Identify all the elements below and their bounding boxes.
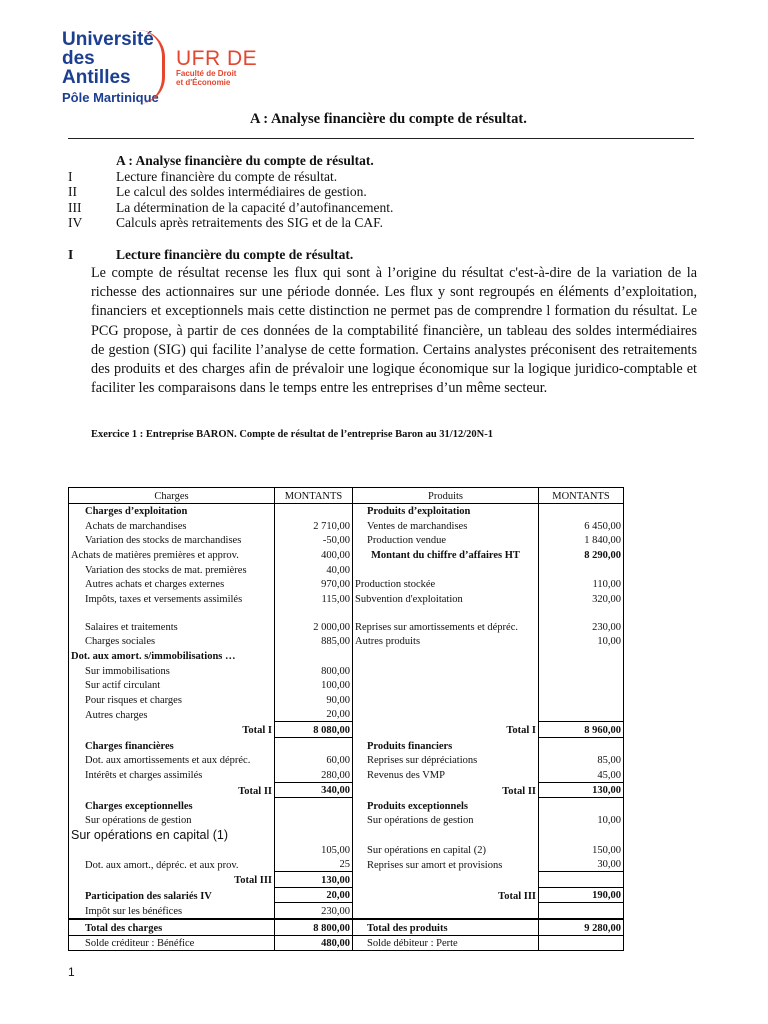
cell: 970,00 <box>275 577 353 592</box>
cell: 2 000,00 <box>275 606 353 634</box>
cell: 9 280,00 <box>539 919 624 935</box>
table-row <box>69 591 624 606</box>
col-header: MONTANTS <box>275 488 353 504</box>
toc-text: Le calcul des soldes intermédiaires de gestion. <box>116 184 367 199</box>
section-title: Lecture financière du compte de résultat. <box>116 247 354 262</box>
cell: 480,00 <box>275 935 353 951</box>
cell: Variation des stocks de mat. premières <box>69 562 275 577</box>
cell: Total II <box>353 782 539 798</box>
cell <box>353 692 539 707</box>
logo-line-2: des Antilles <box>62 48 131 88</box>
cell: 8 290,00 <box>539 547 624 562</box>
cell <box>539 707 624 722</box>
cell: 280,00 <box>275 767 353 782</box>
table-row <box>69 827 624 842</box>
cell <box>69 842 275 857</box>
cell: Montant du chiffre d’affaires HT <box>353 547 539 562</box>
cell: 45,00 <box>539 767 624 782</box>
toc-text: Calculs après retraitements des SIG et de la CAF. <box>116 215 383 230</box>
ufr-sub-2: et d'Économie <box>176 78 231 87</box>
cell: Sur opérations en capital (1) <box>69 827 275 842</box>
cell <box>275 648 353 663</box>
cell: Charges exceptionnelles <box>69 798 275 813</box>
table-row <box>69 503 624 518</box>
cell: Solde créditeur : Bénéfice <box>69 935 275 951</box>
cell: 115,00 <box>275 591 353 606</box>
cell <box>275 798 353 813</box>
cell: Impôt sur les bénéfices <box>69 903 275 919</box>
cell: 885,00 <box>275 634 353 649</box>
cell <box>539 663 624 678</box>
table-header <box>69 488 624 504</box>
cell: 10,00 <box>539 634 624 649</box>
cell: 100,00 <box>275 678 353 693</box>
table-row <box>69 518 624 533</box>
cell: 60,00 <box>275 753 353 768</box>
cell <box>353 663 539 678</box>
table-row <box>69 577 624 592</box>
cell: Solde débiteur : Perte <box>353 935 539 951</box>
table-row <box>69 707 624 722</box>
cell <box>275 737 353 752</box>
cell: Autres produits <box>353 634 539 649</box>
cell: Production vendue <box>353 533 539 548</box>
section-number: I <box>68 247 74 262</box>
toc-item <box>68 184 393 200</box>
toc-text: La détermination de la capacité d’autofinancement. <box>116 199 394 215</box>
cell: Dot. aux amort. s/immobilisations … <box>69 648 275 663</box>
cell <box>353 562 539 577</box>
table-row <box>69 562 624 577</box>
toc-num: III <box>68 199 82 215</box>
table-row <box>69 903 624 919</box>
table-row <box>69 753 624 768</box>
cell <box>275 503 353 518</box>
cell: 320,00 <box>539 591 624 606</box>
cell: Charges sociales <box>69 634 275 649</box>
table-row <box>69 648 624 663</box>
cell: Achats de marchandises <box>69 518 275 533</box>
table-row <box>69 533 624 548</box>
cell <box>275 813 353 828</box>
cell: 150,00 <box>539 842 624 857</box>
section-heading <box>68 247 353 263</box>
cell: Total III <box>69 872 275 888</box>
cell <box>539 935 624 951</box>
cell <box>539 562 624 577</box>
ufr-logo <box>176 48 257 87</box>
cell: 20,00 <box>275 887 353 903</box>
cell: Total II <box>69 782 275 798</box>
cell: 10,00 <box>539 813 624 828</box>
ufr-sub-1: Faculté de Droit <box>176 69 237 78</box>
header-divider <box>68 138 694 139</box>
table-row <box>69 547 624 562</box>
toc-heading: A : Analyse financière du compte de résultat. <box>116 153 374 168</box>
grand-total-row <box>69 919 624 935</box>
cell: Total I <box>69 722 275 738</box>
balance-row <box>69 935 624 951</box>
cell: Autres achats et charges externes <box>69 577 275 592</box>
cell: Pour risques et charges <box>69 692 275 707</box>
ufr-title: UFR DE <box>176 47 258 70</box>
toc-text: Lecture financière du compte de résultat. <box>116 168 338 184</box>
cell: Reprises sur amortissements et dépréc. <box>353 606 539 634</box>
cell: Revenus des VMP <box>353 767 539 782</box>
table-row <box>69 634 624 649</box>
cell: Intérêts et charges assimilés <box>69 767 275 782</box>
cell: Total I <box>353 722 539 738</box>
toc-item <box>68 215 393 231</box>
cell: Dot. aux amort., dépréc. et aux prov. <box>69 857 275 872</box>
cell: Sur opérations en capital (2) <box>353 842 539 857</box>
table-row <box>69 678 624 693</box>
cell <box>353 903 539 919</box>
col-header: Produits <box>353 488 539 504</box>
cell: Salaires et traitements <box>69 606 275 634</box>
cell: 230,00 <box>539 606 624 634</box>
table-row <box>69 813 624 828</box>
cell: 8 800,00 <box>275 919 353 935</box>
table-row <box>69 606 624 634</box>
table-of-contents <box>68 153 393 231</box>
total-row <box>69 872 624 888</box>
page-title: A : Analyse financière du compte de résultat. <box>250 111 527 127</box>
cell <box>539 692 624 707</box>
col-header: Charges <box>69 488 275 504</box>
cell: 40,00 <box>275 562 353 577</box>
cell: Total III <box>353 887 539 903</box>
cell: Impôts, taxes et versements assimilés <box>69 591 275 606</box>
cell: 20,00 <box>275 707 353 722</box>
table-row <box>69 767 624 782</box>
cell: Sur immobilisations <box>69 663 275 678</box>
cell: 130,00 <box>539 782 624 798</box>
cell: 8 960,00 <box>539 722 624 738</box>
logo-line-3: Pôle Martinique <box>62 90 159 105</box>
cell: 190,00 <box>539 887 624 903</box>
cell: 105,00 <box>275 842 353 857</box>
cell: Ventes de marchandises <box>353 518 539 533</box>
cell: 25 <box>275 857 353 872</box>
cell: 230,00 <box>275 903 353 919</box>
cell: -50,00 <box>275 533 353 548</box>
col-header: MONTANTS <box>539 488 624 504</box>
cell: 1 840,00 <box>539 533 624 548</box>
total-row <box>69 782 624 798</box>
cell: Achats de matières premières et approv. <box>69 547 275 562</box>
table-row <box>69 798 624 813</box>
cell: Dot. aux amortissements et aux dépréc. <box>69 753 275 768</box>
cell: Produits d’exploitation <box>353 503 539 518</box>
cell: Sur opérations de gestion <box>353 813 539 828</box>
toc-num: IV <box>68 215 83 230</box>
cell: Reprises sur dépréciations <box>353 753 539 768</box>
cell <box>539 737 624 752</box>
exercise-title: Exercice 1 : Entreprise BARON. Compte de résultat de l’entreprise Baron au 31/12/20N-1 <box>91 429 493 440</box>
toc-item <box>68 169 393 185</box>
toc-num: II <box>68 184 77 199</box>
table-row <box>69 663 624 678</box>
cell <box>353 872 539 888</box>
cell <box>353 827 539 842</box>
cell <box>353 678 539 693</box>
cell: 8 080,00 <box>275 722 353 738</box>
cell: Autres charges <box>69 707 275 722</box>
cell: Produits exceptionnels <box>353 798 539 813</box>
cell: Variation des stocks de marchandises <box>69 533 275 548</box>
cell: 400,00 <box>275 547 353 562</box>
cell: 800,00 <box>275 663 353 678</box>
cell: 2 710,00 <box>275 518 353 533</box>
logo-line-1: Université <box>62 29 154 50</box>
cell <box>275 827 353 842</box>
cell: Charges d’exploitation <box>69 503 275 518</box>
toc-num: I <box>68 168 73 184</box>
cell <box>539 678 624 693</box>
section-paragraph <box>91 264 697 398</box>
cell: Sur actif circulant <box>69 678 275 693</box>
cell <box>539 648 624 663</box>
cell <box>353 707 539 722</box>
toc-item <box>68 200 393 216</box>
table-row <box>69 692 624 707</box>
table-row <box>69 857 624 872</box>
cell: Produits financiers <box>353 737 539 752</box>
cell: Total des charges <box>69 919 275 935</box>
cell: 85,00 <box>539 753 624 768</box>
table-row <box>69 842 624 857</box>
table-row <box>69 737 624 752</box>
cell: 30,00 <box>539 857 624 872</box>
cell <box>539 798 624 813</box>
cell <box>539 503 624 518</box>
cell: Subvention d'exploitation <box>353 591 539 606</box>
cell: 110,00 <box>539 577 624 592</box>
paragraph-text: Le compte de résultat recense les flux qui sont à l’origine du résultat c'est-à-dire de la variation de la richesse des actionnaires sur une période donnée. Les flux y sont regroupés en éléments d’exploitation, financiers et exceptionnels mais cette distinction ne permet pas de comprendre l formation du résultat. Le PCG propose, à partir de ces données de la comptabilité financière, un tableau des soldes intermédiaires de gestion (SIG) qui facilite l’analyse de cette formation. Certains analystes préconisent des retraitements des produits et des charges afin de prévaloir une logique économique sur la logique juridico-comptable et faciliter les comparaisons dans le temps entre les entreprises d’un même secteur. <box>91 265 697 397</box>
total-row <box>69 722 624 738</box>
income-statement-table <box>68 487 624 951</box>
cell: Reprises sur amort et provisions <box>353 857 539 872</box>
cell: Sur opérations de gestion <box>69 813 275 828</box>
cell: Production stockée <box>353 577 539 592</box>
cell: 90,00 <box>275 692 353 707</box>
table-row <box>69 887 624 903</box>
cell: Participation des salariés IV <box>69 887 275 903</box>
cell <box>539 872 624 888</box>
cell: 340,00 <box>275 782 353 798</box>
cell: Total des produits <box>353 919 539 935</box>
cell <box>539 903 624 919</box>
cell <box>539 827 624 842</box>
cell: Charges financières <box>69 737 275 752</box>
cell <box>353 648 539 663</box>
cell: 130,00 <box>275 872 353 888</box>
cell: 6 450,00 <box>539 518 624 533</box>
page-number: 1 <box>68 965 75 979</box>
